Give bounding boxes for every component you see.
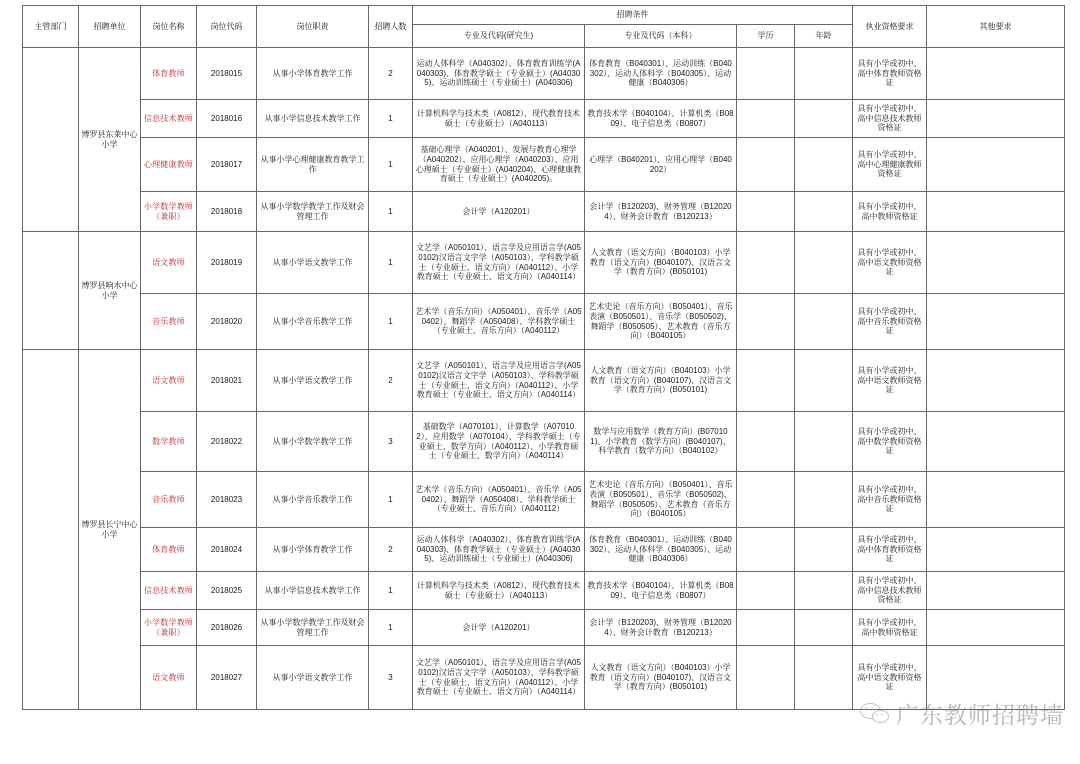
cell-post-name: 信息技术教师: [141, 572, 197, 610]
cell-other: [927, 294, 1065, 350]
cell-post-name: 小学数学教师（兼职）: [141, 192, 197, 232]
cell-major-graduate: 艺术学（音乐方向）（A050401）、音乐学（A050402）、舞蹈学（A050408）、学科教学硕士（专业硕士、音乐方向）（A040112）: [413, 472, 585, 528]
cell-major-undergrad: 会计学（B120203)、财务管理（B120204）、财务会计教育（B120213）: [585, 192, 737, 232]
cell-major-graduate: 会计学（A120201）: [413, 610, 585, 646]
cell-duty: 从事小学心理健康教育教学工作: [257, 138, 369, 192]
cell-age: [795, 572, 853, 610]
cell-major-undergrad: 心理学（B040201）、应用心理学（B040202）: [585, 138, 737, 192]
cell-number: 1: [369, 610, 413, 646]
cell-number: 1: [369, 472, 413, 528]
table-header: [23, 6, 1065, 48]
header-age: 年龄: [795, 25, 853, 48]
cell-post-code: 2018017: [197, 138, 257, 192]
cell-education: [737, 412, 795, 472]
cell-major-undergrad: 数学与应用数学（教育方向）(B070101)、小学教育（数学方向）(B040107)、科学教育（数学方向）（B040102）: [585, 412, 737, 472]
cell-duty: 从事小学数学教学工作及财会管理工作: [257, 192, 369, 232]
cell-other: [927, 350, 1065, 412]
cell-post-name: 语文教师: [141, 646, 197, 710]
cell-post-name: 体育教师: [141, 528, 197, 572]
cell-post-code: 2018026: [197, 610, 257, 646]
cell-education: [737, 100, 795, 138]
cell-duty: 从事小学语文教学工作: [257, 646, 369, 710]
cell-duty: 从事小学体育教学工作: [257, 48, 369, 100]
cell-duty: 从事小学信息技术教学工作: [257, 100, 369, 138]
cell-number: 2: [369, 528, 413, 572]
recruitment-table: [22, 5, 1065, 710]
cell-other: [927, 48, 1065, 100]
cell-major-graduate: 文艺学（A050101）、语言学及应用语言学(A050102)汉语言文字学（A050103）、学科教学硕士（专业硕士、语文方向）（A040112）、小学教育硕士（专业硕士、语文方向）（A040114）: [413, 646, 585, 710]
cell-major-graduate: 文艺学（A050101）、语言学及应用语言学(A050102)汉语言文字学（A050103）、学科教学硕士（专业硕士、语文方向）（A040112）、小学教育硕士（专业硕士、语文方向）（A040114）: [413, 232, 585, 294]
cell-post-name: 小学数学教师（兼职）: [141, 610, 197, 646]
cell-age: [795, 412, 853, 472]
cell-cert: 具有小学或初中、高中教师资格证: [853, 192, 927, 232]
header-row-top: [23, 6, 1065, 25]
cell-cert: 具有小学或初中、高中语文教师资格证: [853, 646, 927, 710]
cell-post-name: 心理健康教师: [141, 138, 197, 192]
cell-cert: 具有小学或初中、高中语文教师资格证: [853, 232, 927, 294]
cell-dept: [23, 48, 79, 232]
cell-duty: 从事小学语文教学工作: [257, 350, 369, 412]
cell-other: [927, 572, 1065, 610]
cell-duty: 从事小学数学教学工作及财会管理工作: [257, 610, 369, 646]
table-row: [23, 646, 1065, 710]
cell-number: 1: [369, 232, 413, 294]
cell-cert: 具有小学或初中、高中心理健康教师资格证: [853, 138, 927, 192]
cell-post-name: 数学教师: [141, 412, 197, 472]
cell-post-name: 语文教师: [141, 232, 197, 294]
cell-cert: 具有小学或初中、高中数学教师资格证: [853, 412, 927, 472]
cell-major-undergrad: 会计学（B120203)、财务管理（B120204）、财务会计教育（B120213）: [585, 610, 737, 646]
table-row: [23, 412, 1065, 472]
cell-post-code: 2018018: [197, 192, 257, 232]
cell-cert: 具有小学或初中、高中音乐教师资格证: [853, 294, 927, 350]
cell-post-name: 音乐教师: [141, 472, 197, 528]
cell-education: [737, 610, 795, 646]
header-major-graduate: 专业及代码(研究生): [413, 25, 585, 48]
cell-post-code: 2018020: [197, 294, 257, 350]
cell-major-graduate: 基础心理学（A040201）、发展与教育心理学（A040202）、应用心理学（A040203）、应用心理硕士（专业硕士）(A040204)、心理健康教育硕士（专业硕士）(A040205)。: [413, 138, 585, 192]
cell-education: [737, 572, 795, 610]
table-row: [23, 472, 1065, 528]
header-number: 招聘人数: [369, 6, 413, 48]
cell-education: [737, 192, 795, 232]
cell-education: [737, 48, 795, 100]
cell-other: [927, 192, 1065, 232]
cell-education: [737, 528, 795, 572]
cell-age: [795, 232, 853, 294]
cell-cert: 具有小学或初中、高中体育教师资格证: [853, 48, 927, 100]
cell-post-name: 语文教师: [141, 350, 197, 412]
cell-major-undergrad: 人文教育（语文方向）（B040103）小学教育（语文方向）(B040107)、汉语言文学（教育方向）(B050101): [585, 232, 737, 294]
cell-education: [737, 232, 795, 294]
cell-major-graduate: 计算机科学与技术类（A0812）、现代教育技术硕士（专业硕士）（A040113）: [413, 572, 585, 610]
cell-major-graduate: 基础数学（A070101）、计算数学（A070102）、应用数学（A070104）、学科教学硕士（专业硕士、数学方向）（A040112）、小学教育硕士（专业硕士、数学方向）（A040114）: [413, 412, 585, 472]
cell-major-undergrad: 体育教育（B040301）、运动训练（B040302）、运动人体科学（B040305）、运动健康（B040306）: [585, 528, 737, 572]
table-row: [23, 100, 1065, 138]
cell-post-code: 2018016: [197, 100, 257, 138]
cell-number: 2: [369, 48, 413, 100]
cell-major-graduate: 文艺学（A050101）、语言学及应用语言学(A050102)汉语言文字学（A050103）、学科教学硕士（专业硕士、语文方向）（A040112）、小学教育硕士（专业硕士、语文方向）（A040114）: [413, 350, 585, 412]
cell-major-graduate: 计算机科学与技术类（A0812）、现代教育技术硕士（专业硕士）（A040113）: [413, 100, 585, 138]
cell-cert: 具有小学或初中、高中音乐教师资格证: [853, 472, 927, 528]
cell-age: [795, 646, 853, 710]
cell-other: [927, 232, 1065, 294]
cell-major-undergrad: 教育技术学（B040104）、计算机类（B0809）、电子信息类（B0807）: [585, 100, 737, 138]
cell-age: [795, 294, 853, 350]
cell-cert: 具有小学或初中、高中教师资格证: [853, 610, 927, 646]
cell-age: [795, 100, 853, 138]
table-row: [23, 294, 1065, 350]
cell-dept: [23, 350, 79, 710]
cell-other: [927, 100, 1065, 138]
cell-duty: 从事小学音乐教学工作: [257, 294, 369, 350]
header-code: 岗位代码: [197, 6, 257, 48]
cell-age: [795, 528, 853, 572]
cell-dept: [23, 232, 79, 350]
cell-cert: 具有小学或初中、高中信息技术教师资格证: [853, 572, 927, 610]
cell-post-name: 信息技术教师: [141, 100, 197, 138]
cell-post-code: 2018019: [197, 232, 257, 294]
header-cert: 执业资格要求: [853, 6, 927, 48]
table-row: [23, 350, 1065, 412]
cell-number: 1: [369, 572, 413, 610]
cell-post-code: 2018021: [197, 350, 257, 412]
table-body: [23, 48, 1065, 710]
cell-age: [795, 192, 853, 232]
cell-post-name: 体育教师: [141, 48, 197, 100]
cell-other: [927, 528, 1065, 572]
cell-major-graduate: 艺术学（音乐方向）（A050401）、音乐学（A050402）、舞蹈学（A050408）、学科教学硕士（专业硕士、音乐方向）（A040112）: [413, 294, 585, 350]
cell-number: 1: [369, 192, 413, 232]
cell-post-code: 2018022: [197, 412, 257, 472]
recruitment-table-sheet: [22, 5, 1064, 710]
table-row: [23, 572, 1065, 610]
table-row: [23, 192, 1065, 232]
cell-other: [927, 610, 1065, 646]
cell-number: 1: [369, 100, 413, 138]
cell-age: [795, 610, 853, 646]
header-education: 学历: [737, 25, 795, 48]
cell-other: [927, 472, 1065, 528]
cell-post-code: 2018027: [197, 646, 257, 710]
cell-major-undergrad: 艺术史论（音乐方向）（B050401）、音乐表演（B050501）、音乐学（B050502)、舞蹈学（B050505）、艺术教育（音乐方向）（B040105）: [585, 472, 737, 528]
cell-post-code: 2018025: [197, 572, 257, 610]
cell-duty: 从事小学体育教学工作: [257, 528, 369, 572]
header-dept: 主管部门: [23, 6, 79, 48]
cell-duty: 从事小学数学教学工作: [257, 412, 369, 472]
cell-major-graduate: 运动人体科学（A040302）、体育教育训练学(A040303)、体育教学硕士（专业硕士）(A040305)、运动训练硕士（专业硕士）(A040306): [413, 528, 585, 572]
cell-education: [737, 294, 795, 350]
cell-post-code: 2018024: [197, 528, 257, 572]
cell-education: [737, 350, 795, 412]
cell-unit-name: 博罗县响水中心小学: [79, 232, 141, 350]
cell-education: [737, 472, 795, 528]
cell-other: [927, 646, 1065, 710]
cell-number: 1: [369, 294, 413, 350]
cell-duty: 从事小学音乐教学工作: [257, 472, 369, 528]
cell-education: [737, 138, 795, 192]
cell-post-code: 2018015: [197, 48, 257, 100]
table-row: [23, 138, 1065, 192]
cell-duty: 从事小学信息技术教学工作: [257, 572, 369, 610]
header-unit: 招聘单位: [79, 6, 141, 48]
cell-major-undergrad: 人文教育（语文方向）（B040103）小学教育（语文方向）(B040107)、汉语言文学（教育方向）(B050101): [585, 350, 737, 412]
table-row: [23, 528, 1065, 572]
cell-other: [927, 138, 1065, 192]
cell-education: [737, 646, 795, 710]
header-major-undergrad: 专业及代码（本科）: [585, 25, 737, 48]
header-other: 其他要求: [927, 6, 1065, 48]
header-conditions-group: 招聘条件: [413, 6, 853, 25]
cell-cert: 具有小学或初中、高中语文教师资格证: [853, 350, 927, 412]
watermark-text: 广东教师招聘墙: [896, 703, 1064, 729]
cell-age: [795, 350, 853, 412]
table-row: [23, 610, 1065, 646]
cell-other: [927, 412, 1065, 472]
cell-duty: 从事小学语文教学工作: [257, 232, 369, 294]
table-row: [23, 232, 1065, 294]
cell-cert: 具有小学或初中、高中信息技术教师资格证: [853, 100, 927, 138]
cell-major-undergrad: 体育教育（B040301）、运动训练（B040302）、运动人体科学（B040305）、运动健康（B040306）: [585, 48, 737, 100]
cell-age: [795, 472, 853, 528]
cell-major-undergrad: 艺术史论（音乐方向）（B050401）、音乐表演（B050501）、音乐学（B050502)、舞蹈学（B050505）、艺术教育（音乐方向）（B040105）: [585, 294, 737, 350]
cell-age: [795, 138, 853, 192]
cell-major-undergrad: 人文教育（语文方向）（B040103）小学教育（语文方向）(B040107)、汉语言文学（教育方向）(B050101): [585, 646, 737, 710]
cell-number: 3: [369, 412, 413, 472]
cell-age: [795, 48, 853, 100]
header-post: 岗位名称: [141, 6, 197, 48]
cell-unit-name: 博罗县东莱中心小学: [79, 48, 141, 232]
cell-cert: 具有小学或初中、高中体育教师资格证: [853, 528, 927, 572]
table-row: [23, 48, 1065, 100]
cell-post-name: 音乐教师: [141, 294, 197, 350]
cell-number: 1: [369, 138, 413, 192]
cell-unit-name: 博罗县长宁中心小学: [79, 350, 141, 710]
cell-major-graduate: 会计学（A120201）: [413, 192, 585, 232]
cell-major-graduate: 运动人体科学（A040302）、体育教育训练学(A040303)、体育教学硕士（专业硕士）(A040305)、运动训练硕士（专业硕士）(A040306): [413, 48, 585, 100]
cell-major-undergrad: 教育技术学（B040104）、计算机类（B0809）、电子信息类（B0807）: [585, 572, 737, 610]
cell-number: 2: [369, 350, 413, 412]
cell-number: 3: [369, 646, 413, 710]
cell-post-code: 2018023: [197, 472, 257, 528]
header-duty: 岗位职责: [257, 6, 369, 48]
